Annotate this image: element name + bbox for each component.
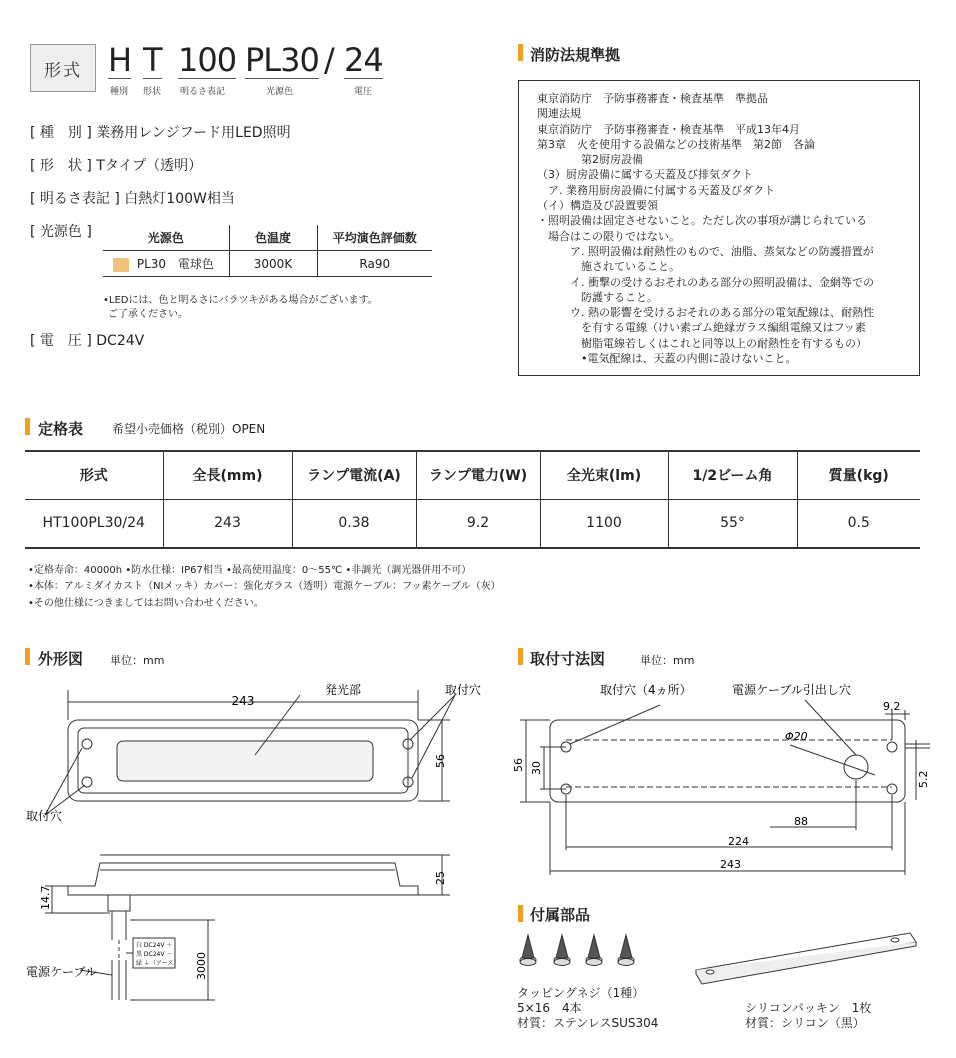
regulation-lines [537, 91, 907, 366]
dia-label: Φ20 [785, 730, 808, 743]
color-code: PL30 [136, 257, 167, 271]
katashiki-label: 形式 [30, 44, 96, 92]
outline-drawing [0, 680, 500, 1040]
regulation-line: ア. 照明設備は耐熱性のもので、油脂、蒸気などの防護措置が [537, 244, 874, 258]
mounting-dim-30: 30 [530, 761, 543, 775]
spec-header-beam: 1/2ビーム角 [668, 451, 797, 499]
model-sub-t: 形状 [143, 87, 162, 97]
model-code-t: T [143, 41, 162, 79]
model-sub-24: 電圧 [354, 87, 373, 97]
model-code-100: 100 [178, 41, 237, 79]
emitter-label: 発光部 [325, 683, 362, 697]
accessories-drawing [510, 930, 940, 985]
regulation-line: ウ. 熱の影響を受けるおそれのある部分の電気配線は、耐熱性 [537, 306, 874, 320]
regulation-line: 施されていること。 [537, 260, 680, 274]
accessories-title: 付属部品 [530, 906, 591, 924]
spec-brightness-value: 白熱灯100W相当 [124, 191, 235, 207]
regulation-box [518, 80, 920, 376]
color-header-3: 平均演色評価数 [317, 225, 432, 251]
spec-header-length: 全長(mm) [163, 451, 292, 499]
regulation-line: •電気配線は、天蓋の内側に設けないこと。 [537, 352, 797, 366]
regulation-line: 関連法規 [537, 107, 581, 121]
regulation-line: （3）厨房設備に属する天蓋及び排気ダクト [537, 168, 753, 182]
spec-type-label: [ 種 別 ] [30, 125, 92, 141]
mount-hole-label-left: 取付穴 [26, 809, 63, 823]
spec-voltage-label: [ 電 圧 ] [30, 333, 92, 349]
spec-table-title: 定格表 [38, 420, 84, 438]
model-code-pl30: PL30 [245, 41, 319, 79]
spec-cell-lumen: 1100 [540, 499, 668, 548]
spec-light-color-label: [ 光源色 ] [30, 224, 92, 240]
gasket-name: シリコンパッキン 1枚 [745, 1001, 872, 1015]
screw-material: 材質：ステンレスSUS304 [517, 1016, 659, 1030]
spec-shape-value: Tタイプ（透明） [96, 158, 203, 174]
outline-dim-14-7: 14.7 [39, 885, 52, 910]
spec-header-current: ランプ電流(A) [292, 451, 416, 499]
regulation-line: 第3章 火を使用する設備などの技術基準 第2節 各論 [537, 137, 815, 151]
regulation-line: 防護すること。 [537, 290, 658, 304]
outline-bar [25, 648, 30, 665]
gasket-material: 材質：シリコン（黒） [745, 1016, 865, 1030]
spec-note-1: •定格寿命：40000h •防水仕様：IP67相当 •最高使用温度：0〜55℃ •非調光（調光器併用不可） [28, 565, 472, 576]
spec-voltage [30, 330, 144, 350]
model-sub-100: 明るさ表記 [180, 87, 226, 97]
gasket-icon [696, 933, 916, 984]
regulation-line: イ. 衝撃の受けるおそれのある部分の照明設備は、金網等での [537, 275, 874, 289]
spec-cell-length: 243 [163, 499, 292, 548]
color-temp: 3000K [229, 251, 317, 277]
spec-note-3: •その他仕様につきましてはお問い合わせください。 [28, 598, 264, 609]
color-header-2: 色温度 [229, 225, 317, 251]
screw-icon [586, 935, 602, 966]
mounting-dim-9-2: 9.2 [883, 700, 901, 713]
cable-label: 電源ケーブル [26, 965, 97, 979]
model-sub-pl30: 光源色 [266, 87, 294, 97]
spec-note-2: •本体：アルミダイカスト（NIメッキ）カバー：強化ガラス（透明）電源ケーブル：フッ素ケーブル（灰） [28, 581, 501, 592]
spec-brightness-label: [ 明るさ表記 ] [30, 191, 120, 207]
screw-size: 5×16 4本 [517, 1001, 582, 1015]
cable-hole-label: 電源ケーブル引出し穴 [732, 683, 851, 697]
mounting-dim-224: 224 [728, 835, 749, 848]
spec-type-value: 業務用レンジフード用LED照明 [96, 125, 291, 141]
mounting-drawing [500, 680, 940, 880]
screw-icon [618, 935, 634, 966]
outline-title: 外形図 [38, 650, 84, 668]
mounting-dim-5-2: 5.2 [917, 770, 930, 788]
mounting-unit: 単位：mm [640, 654, 695, 667]
light-color-table [103, 225, 432, 277]
mounting-bar [518, 648, 523, 665]
regulation-title: 消防法規準拠 [530, 46, 621, 64]
mounting-dim-56: 56 [512, 758, 525, 772]
spec-cell-power: 9.2 [416, 499, 540, 548]
wire-label-2: 黒 DC24V － [136, 951, 173, 958]
spec-voltage-value: DC24V [96, 333, 145, 349]
wire-label-1: 白 DC24V ＋ [136, 942, 173, 949]
screw-icon [554, 935, 570, 966]
model-code-h: H [108, 41, 132, 79]
spec-table-bar [25, 418, 30, 435]
regulation-line: ・照明設備は固定させないこと。ただし次の事項が講じられている [537, 214, 867, 228]
wire-label-3: 緑 ⏚（アース） [136, 960, 180, 967]
spec-cell-mass: 0.5 [797, 499, 920, 548]
outline-unit: 単位：mm [110, 654, 165, 667]
outline-dim-25: 25 [434, 871, 447, 885]
spec-header-lumen: 全光束(lm) [540, 451, 668, 499]
spec-header-mass: 質量(kg) [797, 451, 920, 499]
price-note: 希望小売価格（税別）OPEN [112, 422, 266, 436]
spec-brightness [30, 188, 235, 208]
outline-dim-56: 56 [434, 754, 447, 768]
regulation-line: 樹脂電線若しくはこれと同等以上の耐熱性を有するもの） [537, 336, 867, 350]
regulation-bar [518, 44, 523, 61]
outline-dim-243: 243 [231, 694, 255, 708]
color-name: 電球色 [177, 257, 214, 271]
mounting-dim-88: 88 [794, 815, 808, 828]
model-code-24: 24 [344, 41, 383, 79]
mounting-title: 取付寸法図 [530, 650, 606, 668]
mounting-dim-243: 243 [720, 858, 741, 871]
spec-shape [30, 155, 202, 175]
spec-shape-label: [ 形 状 ] [30, 158, 92, 174]
regulation-line: を有する電線（けい素ゴム絶縁ガラス編組電線又はフッ素 [537, 321, 866, 335]
accessories-bar [518, 905, 523, 922]
color-note-2: ご了承ください。 [108, 309, 188, 320]
color-header-1: 光源色 [103, 225, 229, 251]
color-ra: Ra90 [317, 251, 432, 277]
regulation-line: （イ）構造及び設置要領 [537, 199, 658, 213]
mounting-hole-label: 取付穴（4ヵ所） [600, 683, 692, 697]
light-color-swatch [113, 258, 129, 272]
spec-cell-model: HT100PL30/24 [25, 499, 163, 548]
spec-table [25, 450, 920, 549]
regulation-line: 第2厨房設備 [537, 153, 643, 167]
spec-cell-beam: 55° [668, 499, 797, 548]
color-cell-name [103, 251, 229, 277]
regulation-line: ア. 業務用厨房設備に付属する天蓋及びダクト [537, 183, 775, 197]
mount-hole-label-top: 取付穴 [445, 683, 482, 697]
spec-type [30, 122, 291, 142]
model-slash: / [324, 41, 335, 79]
regulation-line: 場合はこの限りではない。 [537, 229, 680, 243]
spec-header-model: 形式 [25, 451, 163, 499]
spec-header-power: ランプ電力(W) [416, 451, 540, 499]
color-note-1: •LEDには、色と明るさにバラツキがある場合がございます。 [103, 295, 378, 306]
model-sub-h: 種別 [110, 87, 129, 97]
screw-icon [520, 935, 536, 966]
regulation-line: 東京消防庁 予防事務審査・検査基準 準拠品 [537, 92, 768, 105]
regulation-line: 東京消防庁 予防事務審査・検査基準 平成13年4月 [537, 122, 800, 136]
outline-dim-3000: 3000 [195, 952, 208, 980]
spec-cell-current: 0.38 [292, 499, 416, 548]
screw-name: タッピングネジ（1種） [517, 986, 645, 1000]
